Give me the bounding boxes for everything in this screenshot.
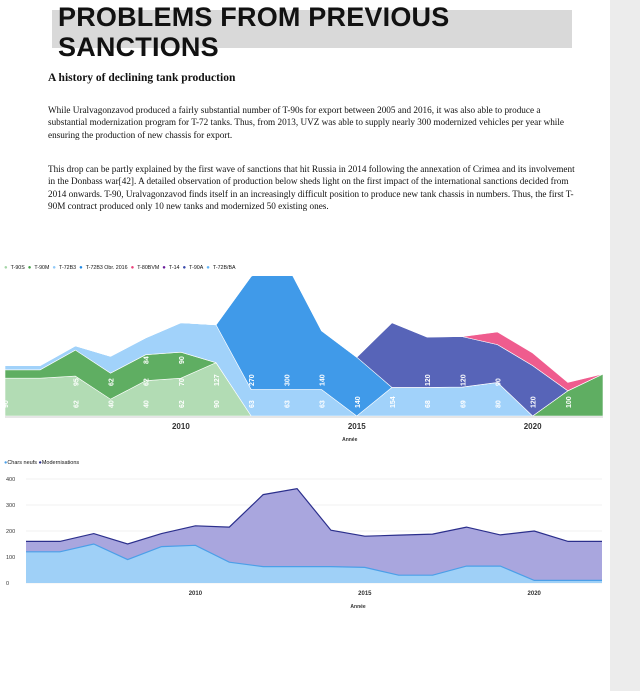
- chart2-y-tick-1: 300: [6, 503, 16, 509]
- value-label-28: 100: [565, 396, 573, 408]
- legend-item-2: T-72B3: [59, 265, 77, 271]
- value-label-17: 63: [319, 400, 327, 408]
- value-label-22: 120: [425, 374, 433, 386]
- subtitle: A history of declining tank production: [48, 72, 236, 84]
- value-label-20: 154: [389, 396, 397, 408]
- value-label-23: 69: [460, 400, 468, 408]
- value-label-8: 62: [178, 400, 186, 408]
- legend-dot-6: ●: [182, 265, 187, 271]
- chart2-legend: [4, 460, 79, 466]
- value-label-21: 68: [425, 400, 433, 408]
- value-label-5: 40: [143, 400, 151, 408]
- value-label-27: 120: [530, 396, 538, 408]
- chart1-x-tick-1: 2015: [347, 422, 366, 431]
- value-label-14: 270: [249, 374, 257, 386]
- paragraph-2: This drop can be partly explained by the first wave of sanctions that hit Russia in 2014 following the annexation of Crimea and its involvement in the Donbass war[42]. A detailed observation of production below sheds light on the first impact of the international sanctions decided from 2014 onwards. T-90, Uralvagonzavod finds itself in an increasingly difficult position to produce new tank chassis in numbers. Thus, the first T-90M contract produced only 10 new tanks and modernized 50 existing ones.: [48, 164, 575, 212]
- chart2-y-tick-0: 400: [6, 477, 16, 483]
- legend-dot-5: ●: [162, 265, 166, 271]
- value-label-15: 63: [284, 400, 292, 408]
- value-label-7: 84: [143, 356, 151, 364]
- value-label-18: 140: [319, 374, 327, 386]
- legend-item-1: T-90M: [34, 265, 50, 271]
- chart1-legend: [4, 265, 236, 271]
- chart1-x-tick-2: 2020: [523, 422, 542, 431]
- value-label-4: 62: [108, 378, 116, 386]
- chart1-x-tick-0: 2010: [171, 422, 190, 431]
- legend-chars-neufs-dot: ●: [4, 460, 8, 466]
- legend-modernisations: Modernisations: [41, 460, 80, 466]
- chart2-y-tick-2: 200: [6, 529, 16, 535]
- value-label-11: 90: [214, 400, 222, 408]
- legend-dot-1: ●: [27, 265, 32, 271]
- legend-dot-3: ●: [79, 265, 83, 271]
- legend-modernisations-dot: ●: [38, 460, 42, 466]
- value-label-9: 70: [178, 378, 186, 386]
- new-vs-modernized-area-chart: [0, 468, 640, 618]
- value-label-10: 90: [178, 356, 186, 364]
- legend-item-7: T-72B/BA: [212, 265, 236, 271]
- value-label-25: 80: [495, 400, 503, 408]
- chart2-x-label: Année: [350, 604, 366, 610]
- value-label-13: 63: [249, 400, 257, 408]
- legend-dot-4: ●: [130, 265, 135, 271]
- value-label-1: 62: [73, 400, 81, 408]
- value-label-0: 90: [3, 400, 10, 408]
- chart1-x-label: Année: [342, 437, 358, 443]
- legend-item-6: T-90A: [189, 265, 204, 271]
- value-label-12: 127: [214, 374, 222, 386]
- legend-item-0: T-90S: [10, 265, 25, 271]
- chart2-x-tick-1: 2015: [358, 591, 372, 597]
- value-label-16: 300: [284, 374, 292, 386]
- value-label-6: 62: [143, 378, 151, 386]
- legend-dot-0: ●: [4, 265, 8, 271]
- value-label-3: 40: [108, 400, 116, 408]
- chart2-y-tick-3: 100: [6, 555, 16, 561]
- value-label-26: 90: [495, 378, 503, 386]
- value-label-19: 140: [354, 396, 362, 408]
- paragraph-1: While Uralvagonzavod produced a fairly substantial number of T-90s for export between 2005 and 2016, it was also able to produce a substantial modernization program for T-72 tanks. Thus, from 2013, UVZ was able to supply nearly 300 modernized vehicles per year while ensuring the production of new chassis for export.: [48, 105, 564, 140]
- legend-item-5: T-14: [168, 265, 180, 271]
- legend-chars-neufs: Chars neufs: [7, 460, 37, 466]
- legend-item-3: T-72B3 Obr. 2016: [85, 265, 128, 271]
- value-label-2: 95: [73, 378, 81, 386]
- legend-dot-2: ●: [52, 265, 57, 271]
- legend-item-4: T-80BVM: [137, 265, 160, 271]
- chart2-x-tick-2: 2020: [527, 591, 541, 597]
- chart2-x-tick-0: 2010: [188, 591, 203, 597]
- chart2-y-tick-4: 0: [6, 581, 10, 587]
- legend-dot-7: ●: [206, 265, 210, 271]
- value-label-24: 120: [460, 374, 468, 386]
- page-title: PROBLEMS FROM PREVIOUS SANCTIONS: [58, 2, 450, 62]
- production-stream-chart: [0, 276, 640, 466]
